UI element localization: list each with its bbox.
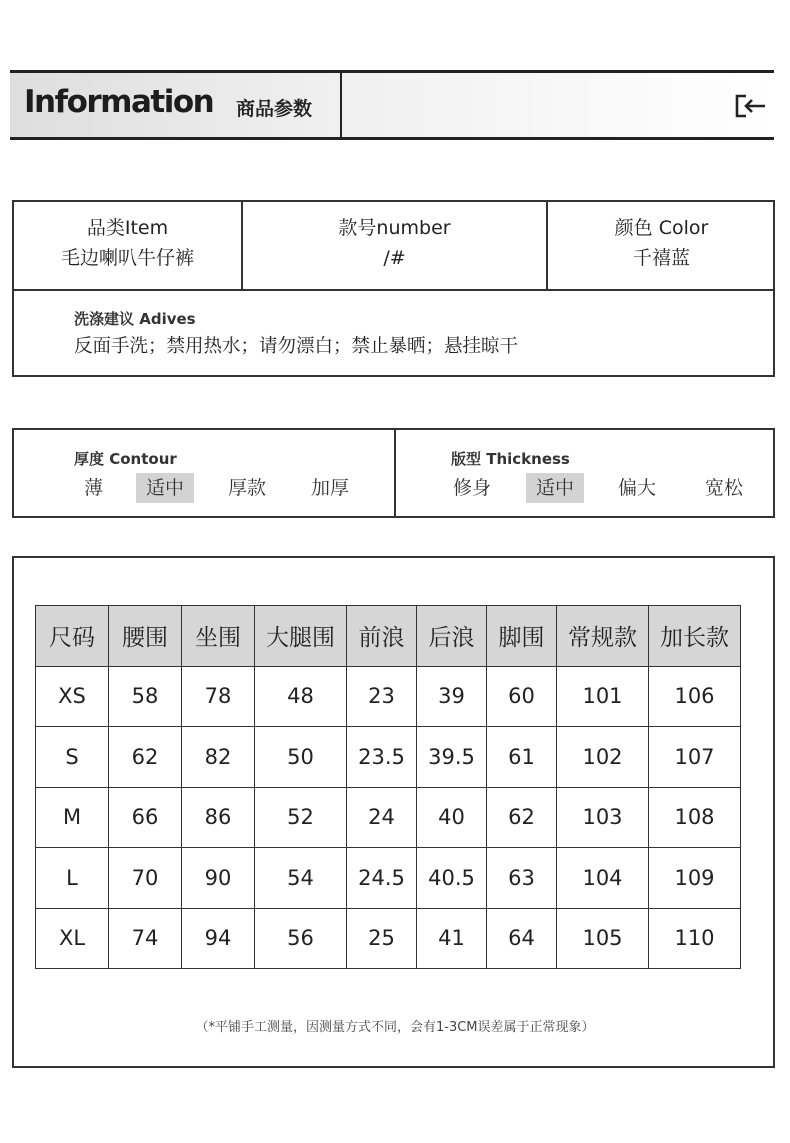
header-cell: 前浪	[347, 606, 417, 667]
table-cell: L	[36, 848, 109, 909]
category-label: 品类Item	[86, 217, 169, 239]
contour-option-thin: 薄	[84, 477, 104, 499]
table-cell: 48	[255, 666, 347, 727]
contour-label: 厚度 Contour	[74, 450, 177, 468]
header-cell: 尺码	[36, 606, 109, 667]
table-cell: 107	[649, 727, 741, 788]
table-cell: 90	[182, 848, 255, 909]
page-title: Information	[24, 84, 214, 120]
advice-value: 反面手洗；禁用热水；请勿漂白；禁止暴晒；悬挂晾干	[74, 336, 519, 357]
table-cell: 54	[255, 848, 347, 909]
number-value: /#	[383, 247, 406, 269]
table-cell: S	[36, 727, 109, 788]
measurement-note: （*平铺手工测量，因测量方式不同，会有1-3CM误差属于正常现象）	[195, 1020, 595, 1035]
table-cell: 40	[417, 787, 487, 848]
table-cell: 61	[487, 727, 557, 788]
table-cell: 39.5	[417, 727, 487, 788]
table-cell: 110	[649, 908, 741, 969]
table-cell: 24	[347, 787, 417, 848]
fit-box	[12, 428, 775, 518]
header-cell: 坐围	[182, 606, 255, 667]
header-cell: 常规款	[557, 606, 649, 667]
header-cell: 加长款	[649, 606, 741, 667]
table-cell: 39	[417, 666, 487, 727]
contour-option-thick: 厚款	[228, 477, 267, 499]
table-cell: M	[36, 787, 109, 848]
header-cell: 脚围	[487, 606, 557, 667]
size-table	[35, 605, 741, 969]
header-band	[10, 70, 774, 140]
table-row	[36, 727, 741, 788]
header-cell: 大腿围	[255, 606, 347, 667]
thickness-option-medium: 适中	[526, 473, 584, 503]
header-cell: 后浪	[417, 606, 487, 667]
table-cell: 50	[255, 727, 347, 788]
table-row	[36, 848, 741, 909]
table-cell: 102	[557, 727, 649, 788]
color-value: 千禧蓝	[632, 247, 690, 269]
table-cell: XS	[36, 666, 109, 727]
table-cell: 23.5	[347, 727, 417, 788]
table-cell: 82	[182, 727, 255, 788]
table-cell: 109	[649, 848, 741, 909]
table-cell: 62	[109, 727, 182, 788]
color-label: 颜色 Color	[614, 217, 709, 239]
number-label: 款号number	[338, 217, 451, 239]
thickness-option-large: 偏大	[618, 477, 657, 499]
table-cell: 108	[649, 787, 741, 848]
table-cell: 40.5	[417, 848, 487, 909]
table-cell: 70	[109, 848, 182, 909]
table-row	[36, 666, 741, 727]
header-divider	[340, 73, 342, 137]
divider	[394, 430, 396, 516]
table-cell: 60	[487, 666, 557, 727]
table-cell: 58	[109, 666, 182, 727]
table-cell: XL	[36, 908, 109, 969]
page-subtitle: 商品参数	[236, 98, 313, 120]
table-cell: 66	[109, 787, 182, 848]
table-header-row	[36, 606, 741, 667]
table-cell: 41	[417, 908, 487, 969]
table-cell: 56	[255, 908, 347, 969]
table-cell: 105	[557, 908, 649, 969]
table-cell: 62	[487, 787, 557, 848]
exit-icon[interactable]	[734, 93, 768, 119]
divider	[14, 289, 773, 291]
product-info-box	[12, 200, 775, 377]
table-cell: 94	[182, 908, 255, 969]
table-cell: 24.5	[347, 848, 417, 909]
contour-option-extra-thick: 加厚	[311, 477, 350, 499]
header-cell: 腰围	[109, 606, 182, 667]
table-cell: 25	[347, 908, 417, 969]
advice-label: 洗涤建议 Adives	[74, 310, 196, 328]
table-cell: 103	[557, 787, 649, 848]
thickness-label: 版型 Thickness	[451, 450, 570, 468]
table-cell: 86	[182, 787, 255, 848]
thickness-option-slim: 修身	[453, 477, 492, 499]
table-cell: 64	[487, 908, 557, 969]
table-row	[36, 787, 741, 848]
table-row	[36, 908, 741, 969]
table-cell: 74	[109, 908, 182, 969]
thickness-option-loose: 宽松	[705, 477, 744, 499]
contour-option-medium: 适中	[136, 473, 194, 503]
table-cell: 63	[487, 848, 557, 909]
table-cell: 104	[557, 848, 649, 909]
table-cell: 101	[557, 666, 649, 727]
table-cell: 78	[182, 666, 255, 727]
category-value: 毛边喇叭牛仔裤	[60, 247, 194, 269]
table-cell: 23	[347, 666, 417, 727]
table-cell: 106	[649, 666, 741, 727]
table-cell: 52	[255, 787, 347, 848]
